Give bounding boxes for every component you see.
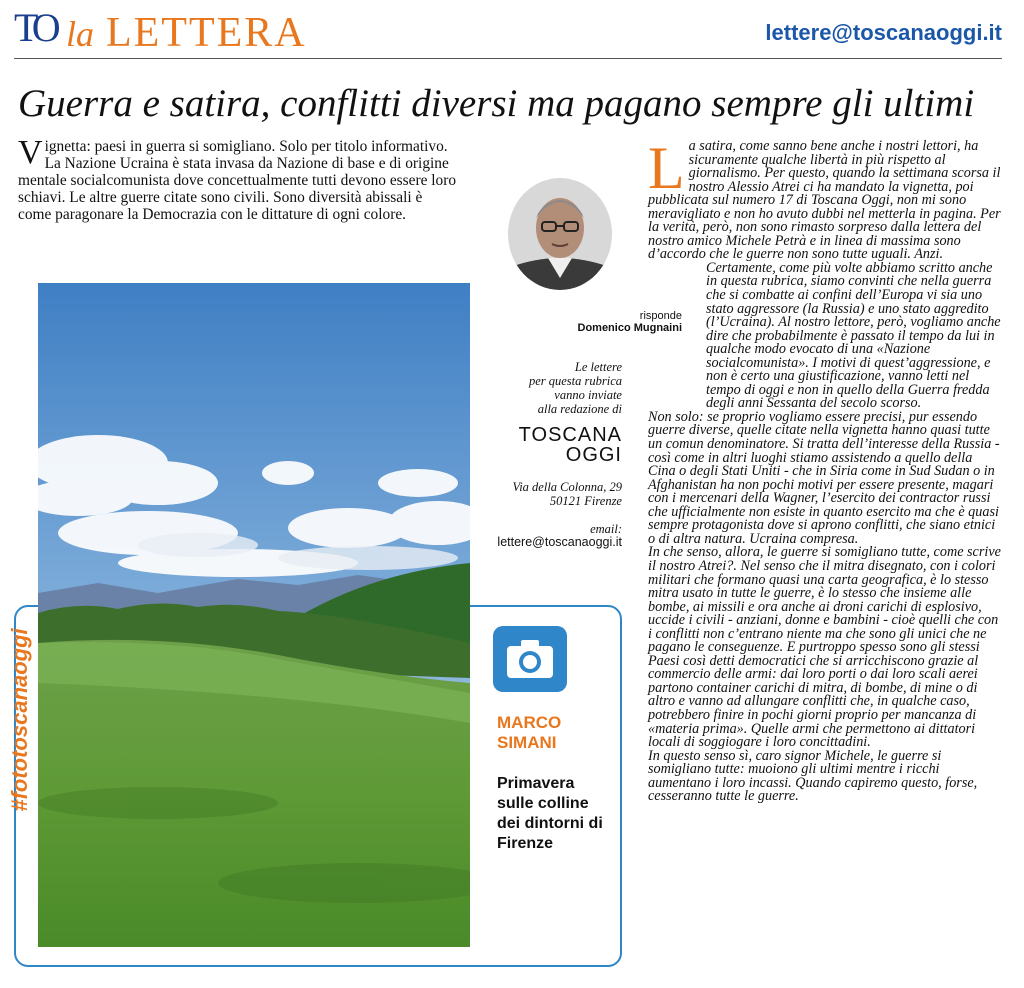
logo-mark: TO bbox=[14, 5, 55, 50]
responds-label: risponde bbox=[639, 310, 682, 322]
landscape-photo bbox=[38, 283, 470, 947]
camera-icon bbox=[493, 626, 567, 692]
section-title: LETTERA bbox=[106, 10, 307, 56]
reply-paragraph: In questo senso sì, caro signor Michele, le guerre si somigliano tutte: muoiono gli ultimi mentre i ricchi aumentano i loro incassi. Quando capiremo questo, forse, cesseranno tutte le guerre. bbox=[648, 747, 978, 805]
logo-la: la bbox=[66, 14, 95, 54]
header-email-link[interactable]: lettere@toscanaoggi.it bbox=[765, 20, 1002, 45]
reader-letter bbox=[18, 134, 458, 223]
reply-dropcap: L bbox=[648, 135, 685, 201]
reply-paragraph: In che senso, allora, le guerre si somigliano tutte, come scrive il nostro Atrei?. Nel senso che il mitra disegnato, con i colori militari che formano quasi una carta geografica, è lo stesso mitra usato in tutte le guerre, è lo stesso che insieme alle bombe, ai missili e ora anche ai droni carichi di esplosivo, uccide i civili - anziani, donne e bambini - cioè quelli che con i conflitti non c’entrano niente ma che sono gli unici che ne pagano le conseguenze. E purtroppo spesso sono gli stessi Paesi così detti democratici che si arricchiscono grazie al commercio delle armi: dai loro porti o dai loro scali aerei partono container carichi di mitra, di bombe, di mine o di altro e vanno ad allungare conflitti che, in qualche caso, potrebbero finire in pochi giorni proprio per mancanza di «materia prima». Quelle armi che permettono ai dittatori locali di soggiogare i loro concittadini. bbox=[648, 544, 1001, 751]
reply-paragraph: a satira, come sanno bene anche i nostri lettori, ha sicuramente qualche libertà in più rispetto al giornalismo. Per questo, quando la settimana scorsa il nostro Alessio Atrei ci ha mandato la vignetta, poi pubblicata sul numero 17 di Toscana Oggi, non mi sono meravigliato e non ho avuto dubbi nel metterla in pagina. Per la verità, però, non sono rimasto sorpreso dalla lettera del nostro amico Michele Petrà e in linea di massima sono d’accordo che le guerre non sono tutte uguali. Anzi. bbox=[648, 138, 1001, 263]
photographer-name: MARCO SIMANI bbox=[497, 713, 562, 752]
headline: Guerra e satira, conflitti diversi ma pagano sempre gli ultimi bbox=[18, 82, 975, 125]
publisher-logo: TOSCANA OGGI bbox=[518, 424, 622, 466]
author-name: Domenico Mugnaini bbox=[577, 322, 682, 334]
letter-dropcap: V bbox=[18, 134, 43, 171]
submission-info: Le lettere per questa rubrica vanno inviate alla redazione di bbox=[528, 360, 622, 416]
editor-reply bbox=[648, 135, 1002, 805]
letter-text: ignetta: paesi in guerra si somigliano. Solo per titolo informativo. La Nazione Ucraina è stata invasa da Nazione di base e di origine mentale socialcomunista dove concettualmente tutti devono essere loro schiavi. Le altre guerre citate sono civili. Sono diversità abissali è come paragonare la Democrazia con le dittature di ogni colore. bbox=[18, 138, 457, 223]
email-label: email: bbox=[590, 522, 622, 536]
photo-caption: Primavera sulle colline dei dintorni di Firenze bbox=[497, 775, 603, 852]
hashtag-label: #fototoscanaoggi bbox=[7, 628, 32, 812]
header-divider bbox=[14, 58, 1002, 59]
publisher-address: Via della Colonna, 29 50121 Firenze bbox=[512, 480, 622, 508]
submission-email-link[interactable]: lettere@toscanaoggi.it bbox=[497, 535, 622, 549]
reply-paragraph: Non solo: se proprio vogliamo essere precisi, pur essendo guerre diverse, quelle citate nella vignetta hanno quasi tutte un comun denominatore. Si tratta dell’interesse della Russia - così come in altri luoghi stiamo assistendo a quello della Cina o degli Stati Uniti - che in Siria come in Sud Sudan o in Afghanistan ha non pochi motivi per essere presente, magari con i mercenari della Wagner, l’esercito dei contractor russi che ufficialmente non esiste in quanto esercito ma che è quasi sempre protagonista dove si aprono conflitti, che siano etnici o di altra natura. Ucraina compresa. bbox=[648, 408, 1000, 547]
author-portrait bbox=[508, 178, 612, 290]
reply-paragraph: Certamente, come più volte abbiamo scritto anche in questa rubrica, siamo convinti che nella guerra che si combatte ai confini dell’Europa vi sia uno stato aggressore (la Russia) e uno stato aggredito (l’Ucraina). Al nostro lettore, però, vogliamo anche dire che probabilmente è passato il tempo da lui in qualche modo evocato di una «Nazione socialcomunista». I motivi di quest’aggressione, e non è certo una giustificazione, vanno letti nel tempo di oggi e non in quello della Guerra fredda degli anni Sessanta del secolo scorso. bbox=[706, 259, 1001, 412]
